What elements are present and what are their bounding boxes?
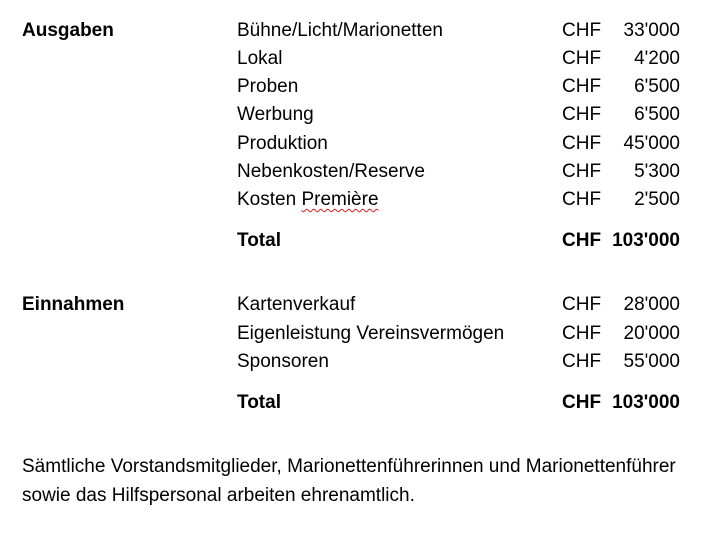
expense-amount: 6'500 [634, 104, 680, 125]
spellcheck-flagged-word: Première [301, 189, 379, 210]
volunteer-note: Sämtliche Vorstandsmitglieder, Marionettenführerinnen und Marionettenführer sowie das Hilfspersonal arbeiten ehrenamtlich. [22, 456, 676, 506]
expense-item-name: Lokal [237, 48, 283, 69]
income-currency: CHF [562, 294, 602, 315]
expense-item-name: Werbung [237, 104, 314, 125]
expense-currency: CHF [562, 161, 602, 182]
income-row [0, 320, 701, 348]
income-amount: 20'000 [623, 323, 680, 344]
expense-item-name: Proben [237, 76, 299, 97]
expense-currency: CHF [562, 104, 602, 125]
expense-item-name: Bühne/Licht/Marionetten [237, 20, 443, 41]
income-item-name: Sponsoren [237, 351, 329, 372]
expense-currency: CHF [562, 76, 602, 97]
expense-row [0, 130, 701, 158]
income-total-label: Total [237, 392, 281, 413]
expense-amount: 33'000 [623, 20, 680, 41]
expense-item-name: Nebenkosten/Reserve [237, 161, 425, 182]
income-total-row [0, 389, 701, 417]
expense-total-row [0, 227, 701, 255]
expenses-heading: Ausgaben [22, 20, 114, 41]
expense-row [0, 73, 701, 101]
expense-row [0, 158, 701, 186]
expense-amount: 6'500 [634, 76, 680, 97]
expense-amount: 45'000 [623, 133, 680, 154]
income-item-name: Kartenverkauf [237, 294, 356, 315]
income-row [0, 291, 701, 319]
expense-item-name [237, 186, 379, 214]
income-row [0, 348, 701, 376]
expense-amount: 4'200 [634, 48, 680, 69]
expense-total-label: Total [237, 230, 281, 251]
expense-item-name: Produktion [237, 133, 328, 154]
expense-currency: CHF [562, 133, 602, 154]
income-amount: 28'000 [623, 294, 680, 315]
expense-total-amount: 103'000 [612, 230, 680, 251]
income-total-amount: 103'000 [612, 392, 680, 413]
expense-amount: 2'500 [634, 189, 680, 210]
expense-row [0, 101, 701, 129]
expense-item-name-prefix: Kosten [237, 189, 302, 210]
expense-currency: CHF [562, 48, 602, 69]
expense-row [0, 17, 701, 45]
expense-currency: CHF [562, 20, 602, 41]
income-amount: 55'000 [623, 351, 680, 372]
expense-amount: 5'300 [634, 161, 680, 182]
expense-currency: CHF [562, 189, 602, 210]
expense-total-currency: CHF [562, 230, 602, 251]
income-item-name: Eigenleistung Vereinsvermögen [237, 323, 505, 344]
income-heading: Einnahmen [22, 294, 125, 315]
expense-row [0, 186, 701, 214]
income-total-currency: CHF [562, 392, 602, 413]
income-currency: CHF [562, 351, 602, 372]
expense-row [0, 45, 701, 73]
income-currency: CHF [562, 323, 602, 344]
